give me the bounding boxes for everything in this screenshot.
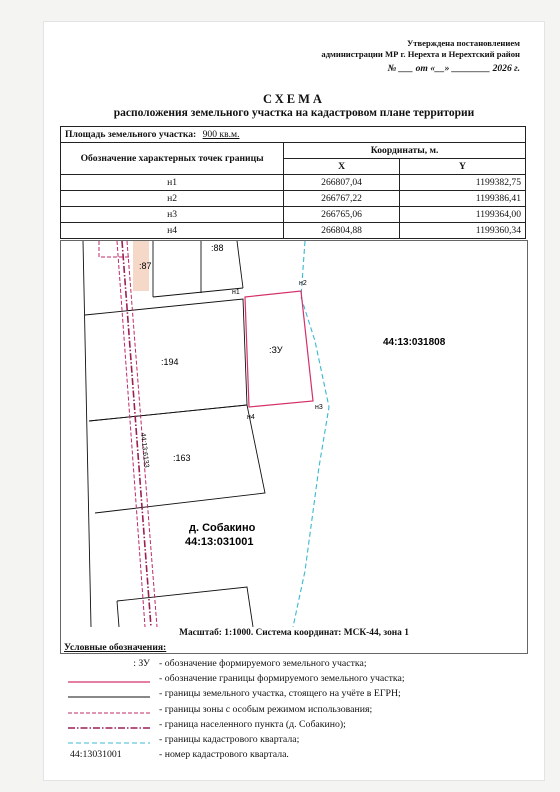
point-n1-label: н1	[232, 289, 240, 296]
parcel-87-label: :87	[139, 261, 152, 271]
row-x: 266807,04	[284, 175, 400, 191]
area-value: 900 кв.м.	[202, 129, 240, 140]
row-point: н2	[61, 191, 284, 207]
title-scheme: СХЕМА	[263, 92, 325, 106]
row-y: 1199360,34	[399, 223, 525, 239]
legend-symbol-zone-border	[64, 704, 154, 718]
legend-text: - обозначение формируемого земельного участка;	[159, 658, 367, 669]
approval-number: № ___ от «__» ________ 2026 г.	[387, 63, 520, 74]
legend-text: - граница населенного пункта (д. Собакино);	[159, 718, 346, 730]
parcel-zu-label: :ЗУ	[269, 345, 283, 355]
row-x: 266804,88	[284, 223, 400, 239]
title-subtitle: расположения земельного участка на кадастровом плане территории	[113, 107, 475, 119]
document-title	[44, 92, 544, 120]
point-n4-label: н4	[247, 414, 255, 421]
legend-symbol-zu	[64, 658, 154, 672]
area-label: Площадь земельного участка:	[65, 129, 197, 140]
legend-text: - обозначение границы формируемого земельного участка;	[159, 673, 405, 685]
row-y: 1199382,75	[399, 175, 525, 191]
table-row	[61, 175, 526, 191]
table-row	[61, 207, 526, 223]
row-point: н1	[61, 175, 284, 191]
legend-text: - границы зоны с особым режимом использования;	[159, 703, 373, 715]
legend-symbol-quarter-border	[64, 734, 154, 748]
document-sheet	[44, 22, 544, 780]
legend-item	[64, 658, 524, 673]
header-coords: Координаты, м.	[284, 143, 526, 159]
table-row	[61, 191, 526, 207]
village-name: д. Собакино	[189, 522, 256, 534]
row-x: 266767,22	[284, 191, 400, 207]
parcel-border	[117, 601, 119, 627]
legend-code: : ЗУ	[133, 658, 150, 669]
legend-item	[64, 749, 524, 764]
legend-item	[64, 688, 524, 703]
coordinates-table	[60, 126, 526, 239]
row-y: 1199386,41	[399, 191, 525, 207]
legend-text: - номер кадастрового квартала.	[159, 749, 289, 761]
row-x: 266765,06	[284, 207, 400, 223]
legend-item	[64, 719, 524, 734]
quarter-border	[293, 241, 329, 627]
legend-symbol-settlement-border	[64, 719, 154, 733]
parcel-border	[83, 241, 91, 627]
parcel-88-label: :88	[211, 243, 224, 253]
legend-code: 44:13031001	[70, 749, 122, 761]
legend-symbol-parcel-border	[64, 688, 154, 702]
scale-text: Масштаб: 1:1000. Система координат: МСК-44, зона 1	[179, 628, 409, 638]
row-point: н3	[61, 207, 284, 223]
approval-line-2: администрации МР г. Нерехта и Нерехтский район	[321, 49, 520, 59]
road-label: 44:13:6133	[139, 432, 150, 469]
parcel-bottom-border	[117, 587, 253, 627]
area-row	[61, 127, 526, 143]
map-svg	[61, 241, 527, 627]
legend-symbol-zu-border	[64, 673, 154, 687]
approval-block	[321, 38, 520, 74]
header-x: X	[284, 159, 400, 175]
legend-title: Условные обозначения:	[64, 642, 167, 653]
quarter-right-label: 44:13:031808	[383, 337, 446, 348]
settlement-top	[99, 241, 129, 257]
legend-text: - границы земельного участка, стоящего на учёте в ЕГРН;	[159, 688, 401, 700]
table-row	[61, 223, 526, 239]
point-n2-label: н2	[299, 280, 307, 287]
legend-text: - границы кадастрового квартала;	[159, 733, 300, 745]
legend	[64, 658, 524, 764]
parcel-163-label: :163	[173, 453, 191, 463]
parcel-border	[237, 241, 243, 288]
header-y: Y	[399, 159, 525, 175]
cadastral-map	[60, 240, 528, 654]
approval-line-1: Утверждена постановлением	[406, 38, 520, 48]
parcel-194-label: :194	[161, 357, 179, 367]
legend-item	[64, 673, 524, 688]
point-n3-label: н3	[315, 404, 323, 411]
row-y: 1199364,00	[399, 207, 525, 223]
legend-symbol-quarter-number	[64, 749, 154, 763]
parcel-border	[153, 288, 243, 297]
village-quarter: 44:13:031001	[185, 536, 254, 548]
header-points: Обозначение характерных точек границы	[61, 143, 284, 175]
row-point: н4	[61, 223, 284, 239]
legend-item	[64, 704, 524, 719]
legend-item	[64, 734, 524, 749]
